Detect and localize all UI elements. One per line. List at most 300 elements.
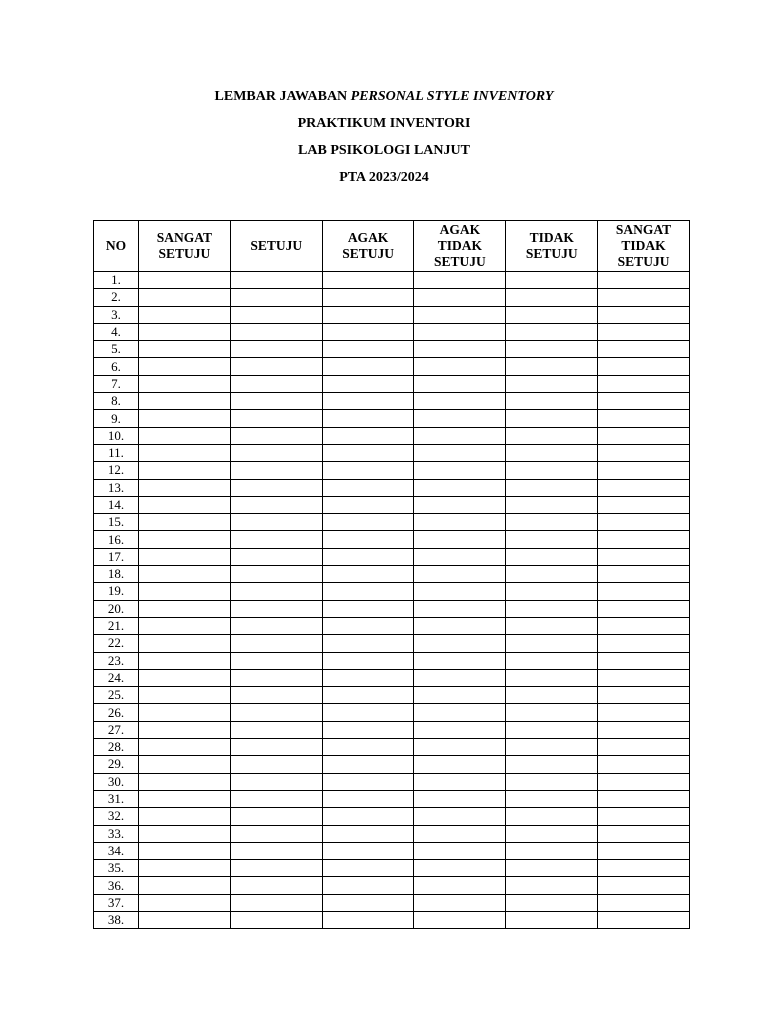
answer-cell[interactable] (139, 531, 231, 548)
answer-cell[interactable] (139, 410, 231, 427)
answer-cell[interactable] (322, 808, 414, 825)
answer-cell[interactable] (322, 617, 414, 634)
row-number: 32. (94, 808, 139, 825)
answer-cell[interactable] (322, 842, 414, 859)
row-number: 12. (94, 462, 139, 479)
row-number: 5. (94, 341, 139, 358)
answer-cell[interactable] (139, 669, 231, 686)
answer-cell[interactable] (598, 635, 690, 652)
answer-cell[interactable] (414, 721, 506, 738)
answer-cell[interactable] (598, 721, 690, 738)
answer-cell[interactable] (139, 635, 231, 652)
table-row (94, 704, 690, 721)
answer-cell[interactable] (230, 842, 322, 859)
table-row (94, 773, 690, 790)
answer-cell[interactable] (230, 427, 322, 444)
answer-cell[interactable] (230, 306, 322, 323)
answer-cell[interactable] (506, 583, 598, 600)
answer-cell[interactable] (414, 375, 506, 392)
answer-cell[interactable] (414, 687, 506, 704)
answer-cell[interactable] (506, 860, 598, 877)
answer-cell[interactable] (230, 739, 322, 756)
table-row (94, 393, 690, 410)
answer-cell[interactable] (230, 808, 322, 825)
answer-cell[interactable] (139, 462, 231, 479)
answer-cell[interactable] (414, 894, 506, 911)
answer-cell[interactable] (322, 272, 414, 289)
table-row (94, 739, 690, 756)
answer-cell[interactable] (598, 704, 690, 721)
answer-cell[interactable] (230, 825, 322, 842)
answer-cell[interactable] (506, 669, 598, 686)
row-number: 26. (94, 704, 139, 721)
answer-cell[interactable] (414, 410, 506, 427)
answer-cell[interactable] (139, 548, 231, 565)
answer-cell[interactable] (322, 894, 414, 911)
answer-cell[interactable] (598, 548, 690, 565)
row-number: 38. (94, 911, 139, 928)
answer-cell[interactable] (598, 514, 690, 531)
answer-cell[interactable] (139, 600, 231, 617)
answer-cell[interactable] (139, 739, 231, 756)
answer-table (93, 220, 690, 929)
answer-cell[interactable] (598, 323, 690, 340)
answer-cell[interactable] (506, 410, 598, 427)
answer-cell[interactable] (414, 825, 506, 842)
answer-cell[interactable] (139, 773, 231, 790)
answer-cell[interactable] (139, 825, 231, 842)
answer-cell[interactable] (506, 652, 598, 669)
answer-cell[interactable] (506, 721, 598, 738)
answer-cell[interactable] (414, 911, 506, 928)
answer-cell[interactable] (230, 358, 322, 375)
answer-cell[interactable] (322, 773, 414, 790)
answer-cell[interactable] (230, 514, 322, 531)
answer-cell[interactable] (598, 911, 690, 928)
answer-cell[interactable] (414, 444, 506, 461)
answer-cell[interactable] (322, 323, 414, 340)
answer-cell[interactable] (322, 496, 414, 513)
column-header (139, 221, 231, 272)
answer-cell[interactable] (139, 617, 231, 634)
answer-cell[interactable] (230, 790, 322, 807)
answer-cell[interactable] (506, 306, 598, 323)
answer-cell[interactable] (506, 548, 598, 565)
row-number: 17. (94, 548, 139, 565)
answer-cell[interactable] (230, 894, 322, 911)
answer-cell[interactable] (230, 341, 322, 358)
answer-cell[interactable] (139, 289, 231, 306)
answer-cell[interactable] (139, 860, 231, 877)
column-header-line: TIDAK (529, 230, 574, 245)
answer-cell[interactable] (414, 617, 506, 634)
column-header-line: AGAK (347, 230, 389, 245)
answer-cell[interactable] (230, 410, 322, 427)
answer-cell[interactable] (414, 842, 506, 859)
answer-cell[interactable] (414, 341, 506, 358)
answer-cell[interactable] (322, 531, 414, 548)
answer-cell[interactable] (414, 462, 506, 479)
answer-cell[interactable] (598, 894, 690, 911)
answer-cell[interactable] (322, 860, 414, 877)
answer-cell[interactable] (506, 600, 598, 617)
answer-cell[interactable] (230, 531, 322, 548)
answer-cell[interactable] (506, 842, 598, 859)
answer-cell[interactable] (598, 410, 690, 427)
answer-cell[interactable] (230, 462, 322, 479)
row-number: 3. (94, 306, 139, 323)
column-header-line: SETUJU (158, 246, 211, 261)
answer-cell[interactable] (139, 652, 231, 669)
table-row (94, 272, 690, 289)
answer-cell[interactable] (139, 687, 231, 704)
answer-cell[interactable] (414, 514, 506, 531)
answer-cell[interactable] (230, 548, 322, 565)
row-number: 13. (94, 479, 139, 496)
answer-cell[interactable] (414, 531, 506, 548)
answer-cell[interactable] (322, 548, 414, 565)
table-row (94, 479, 690, 496)
answer-cell[interactable] (414, 808, 506, 825)
answer-cell[interactable] (598, 462, 690, 479)
table-row (94, 462, 690, 479)
answer-cell[interactable] (139, 911, 231, 928)
answer-cell[interactable] (139, 496, 231, 513)
answer-cell[interactable] (414, 393, 506, 410)
answer-cell[interactable] (322, 600, 414, 617)
answer-cell[interactable] (414, 600, 506, 617)
table-row (94, 427, 690, 444)
answer-cell[interactable] (506, 808, 598, 825)
table-row (94, 341, 690, 358)
answer-cell[interactable] (230, 652, 322, 669)
table-row (94, 600, 690, 617)
answer-cell[interactable] (598, 687, 690, 704)
answer-cell[interactable] (139, 583, 231, 600)
answer-cell[interactable] (598, 842, 690, 859)
table-row (94, 514, 690, 531)
row-number: 1. (94, 272, 139, 289)
answer-cell[interactable] (506, 323, 598, 340)
answer-cell[interactable] (322, 479, 414, 496)
answer-cell[interactable] (322, 877, 414, 894)
answer-cell[interactable] (414, 358, 506, 375)
answer-cell[interactable] (322, 687, 414, 704)
answer-cell[interactable] (598, 808, 690, 825)
answer-cell[interactable] (230, 444, 322, 461)
answer-cell[interactable] (139, 514, 231, 531)
answer-cell[interactable] (506, 393, 598, 410)
answer-cell[interactable] (230, 773, 322, 790)
answer-cell[interactable] (230, 687, 322, 704)
answer-cell[interactable] (598, 375, 690, 392)
table-row (94, 496, 690, 513)
column-header-line: SETUJU (434, 254, 486, 269)
answer-cell[interactable] (414, 566, 506, 583)
answer-cell[interactable] (139, 877, 231, 894)
answer-cell[interactable] (139, 323, 231, 340)
answer-cell[interactable] (414, 323, 506, 340)
answer-cell[interactable] (322, 583, 414, 600)
answer-cell[interactable] (506, 756, 598, 773)
answer-cell[interactable] (322, 825, 414, 842)
answer-cell[interactable] (322, 444, 414, 461)
answer-cell[interactable] (414, 652, 506, 669)
answer-cell[interactable] (230, 375, 322, 392)
row-number: 30. (94, 773, 139, 790)
table-row (94, 289, 690, 306)
table-row (94, 790, 690, 807)
table-row (94, 669, 690, 686)
answer-cell[interactable] (598, 739, 690, 756)
answer-cell[interactable] (322, 704, 414, 721)
answer-cell[interactable] (230, 600, 322, 617)
answer-cell[interactable] (506, 790, 598, 807)
row-number: 21. (94, 617, 139, 634)
column-header-line: SETUJU (617, 254, 670, 269)
answer-cell[interactable] (598, 479, 690, 496)
answer-cell[interactable] (598, 773, 690, 790)
answer-cell[interactable] (139, 479, 231, 496)
answer-cell[interactable] (139, 341, 231, 358)
answer-cell[interactable] (506, 566, 598, 583)
answer-cell[interactable] (598, 860, 690, 877)
answer-cell[interactable] (506, 894, 598, 911)
answer-cell[interactable] (322, 756, 414, 773)
answer-cell[interactable] (598, 341, 690, 358)
answer-cell[interactable] (598, 444, 690, 461)
row-number: 14. (94, 496, 139, 513)
answer-cell[interactable] (139, 306, 231, 323)
row-number: 33. (94, 825, 139, 842)
answer-cell[interactable] (506, 687, 598, 704)
answer-cell[interactable] (230, 566, 322, 583)
answer-cell[interactable] (230, 860, 322, 877)
answer-cell[interactable] (506, 479, 598, 496)
table-row (94, 911, 690, 928)
answer-cell[interactable] (139, 808, 231, 825)
answer-cell[interactable] (506, 514, 598, 531)
answer-cell[interactable] (139, 566, 231, 583)
row-number: 31. (94, 790, 139, 807)
answer-cell[interactable] (414, 790, 506, 807)
table-row (94, 635, 690, 652)
table-row (94, 808, 690, 825)
answer-cell[interactable] (506, 704, 598, 721)
answer-cell[interactable] (598, 617, 690, 634)
row-number: 19. (94, 583, 139, 600)
answer-cell[interactable] (598, 306, 690, 323)
table-row (94, 566, 690, 583)
row-number: 28. (94, 739, 139, 756)
answer-cell[interactable] (414, 773, 506, 790)
answer-cell[interactable] (322, 721, 414, 738)
answer-cell[interactable] (414, 739, 506, 756)
answer-cell[interactable] (139, 375, 231, 392)
answer-cell[interactable] (322, 566, 414, 583)
answer-cell[interactable] (506, 773, 598, 790)
answer-cell[interactable] (506, 877, 598, 894)
answer-cell[interactable] (139, 842, 231, 859)
answer-cell[interactable] (230, 323, 322, 340)
answer-cell[interactable] (598, 358, 690, 375)
answer-cell[interactable] (322, 462, 414, 479)
answer-cell[interactable] (598, 583, 690, 600)
row-number: 15. (94, 514, 139, 531)
answer-cell[interactable] (322, 306, 414, 323)
table-row (94, 687, 690, 704)
answer-cell[interactable] (506, 289, 598, 306)
answer-cell[interactable] (322, 375, 414, 392)
answer-cell[interactable] (230, 635, 322, 652)
column-header (230, 221, 322, 272)
answer-cell[interactable] (598, 600, 690, 617)
table-row (94, 410, 690, 427)
answer-cell[interactable] (506, 531, 598, 548)
answer-cell[interactable] (322, 410, 414, 427)
column-header (94, 221, 139, 272)
answer-cell[interactable] (506, 444, 598, 461)
answer-cell[interactable] (322, 358, 414, 375)
answer-cell[interactable] (230, 756, 322, 773)
answer-cell[interactable] (506, 617, 598, 634)
table-row (94, 652, 690, 669)
answer-cell[interactable] (322, 652, 414, 669)
column-header-line: SETUJU (250, 238, 303, 253)
answer-cell[interactable] (506, 272, 598, 289)
answer-cell[interactable] (506, 635, 598, 652)
answer-cell[interactable] (230, 583, 322, 600)
answer-cell[interactable] (139, 272, 231, 289)
answer-cell[interactable] (139, 756, 231, 773)
answer-cell[interactable] (598, 531, 690, 548)
answer-cell[interactable] (414, 669, 506, 686)
answer-cell[interactable] (230, 479, 322, 496)
answer-cell[interactable] (598, 790, 690, 807)
column-header (322, 221, 414, 272)
row-number: 35. (94, 860, 139, 877)
answer-cell[interactable] (322, 289, 414, 306)
answer-cell[interactable] (322, 790, 414, 807)
row-number: 22. (94, 635, 139, 652)
table-row (94, 721, 690, 738)
answer-cell[interactable] (230, 721, 322, 738)
answer-cell[interactable] (322, 635, 414, 652)
subtitle-praktikum: PRAKTIKUM INVENTORI (297, 116, 471, 131)
row-number: 27. (94, 721, 139, 738)
answer-cell[interactable] (414, 289, 506, 306)
row-number: 7. (94, 375, 139, 392)
answer-cell[interactable] (139, 358, 231, 375)
answer-cell[interactable] (598, 496, 690, 513)
answer-cell[interactable] (598, 272, 690, 289)
answer-cell[interactable] (598, 427, 690, 444)
column-header (598, 221, 690, 272)
answer-cell[interactable] (598, 756, 690, 773)
answer-cell[interactable] (139, 427, 231, 444)
answer-cell[interactable] (322, 739, 414, 756)
answer-cell[interactable] (414, 496, 506, 513)
answer-cell[interactable] (414, 272, 506, 289)
answer-cell[interactable] (598, 877, 690, 894)
row-number: 25. (94, 687, 139, 704)
answer-cell[interactable] (139, 444, 231, 461)
row-number: 36. (94, 877, 139, 894)
answer-cell[interactable] (230, 393, 322, 410)
answer-cell[interactable] (598, 669, 690, 686)
table-header-row (94, 221, 690, 272)
column-header-line: SANGAT (615, 222, 672, 237)
answer-cell[interactable] (322, 427, 414, 444)
answer-cell[interactable] (322, 514, 414, 531)
answer-cell[interactable] (139, 790, 231, 807)
answer-cell[interactable] (506, 358, 598, 375)
answer-cell[interactable] (506, 427, 598, 444)
answer-cell[interactable] (230, 289, 322, 306)
column-header-line: SANGAT (156, 230, 213, 245)
answer-cell[interactable] (322, 669, 414, 686)
answer-cell[interactable] (139, 393, 231, 410)
answer-cell[interactable] (414, 427, 506, 444)
answer-cell[interactable] (414, 756, 506, 773)
column-header-line: SETUJU (342, 246, 394, 261)
answer-cell[interactable] (506, 739, 598, 756)
answer-cell[interactable] (414, 479, 506, 496)
answer-cell[interactable] (139, 721, 231, 738)
answer-cell[interactable] (506, 825, 598, 842)
table-row (94, 756, 690, 773)
answer-cell[interactable] (506, 911, 598, 928)
answer-cell[interactable] (230, 617, 322, 634)
answer-cell[interactable] (322, 341, 414, 358)
subtitle-lab: LAB PSIKOLOGI LANJUT (298, 143, 470, 158)
answer-cell[interactable] (414, 860, 506, 877)
answer-cell[interactable] (230, 704, 322, 721)
answer-cell[interactable] (414, 635, 506, 652)
table-row (94, 548, 690, 565)
answer-cell[interactable] (414, 548, 506, 565)
answer-cell[interactable] (322, 393, 414, 410)
answer-cell[interactable] (598, 393, 690, 410)
answer-cell[interactable] (506, 341, 598, 358)
table-row (94, 358, 690, 375)
answer-cell[interactable] (506, 462, 598, 479)
answer-cell[interactable] (598, 652, 690, 669)
answer-cell[interactable] (414, 704, 506, 721)
answer-cell[interactable] (322, 911, 414, 928)
answer-cell[interactable] (598, 825, 690, 842)
document-title (0, 89, 768, 105)
answer-cell[interactable] (414, 877, 506, 894)
answer-cell[interactable] (230, 669, 322, 686)
answer-cell[interactable] (230, 272, 322, 289)
column-header-line: NO (105, 238, 127, 253)
answer-cell[interactable] (230, 877, 322, 894)
answer-cell[interactable] (598, 566, 690, 583)
answer-cell[interactable] (506, 496, 598, 513)
answer-cell[interactable] (139, 704, 231, 721)
subtitle-period: PTA 2023/2024 (339, 170, 429, 185)
answer-cell[interactable] (506, 375, 598, 392)
answer-cell[interactable] (598, 289, 690, 306)
answer-cell[interactable] (414, 306, 506, 323)
column-header (414, 221, 506, 272)
answer-cell[interactable] (230, 911, 322, 928)
answer-cell[interactable] (139, 894, 231, 911)
answer-cell[interactable] (414, 583, 506, 600)
row-number: 18. (94, 566, 139, 583)
answer-cell[interactable] (230, 496, 322, 513)
